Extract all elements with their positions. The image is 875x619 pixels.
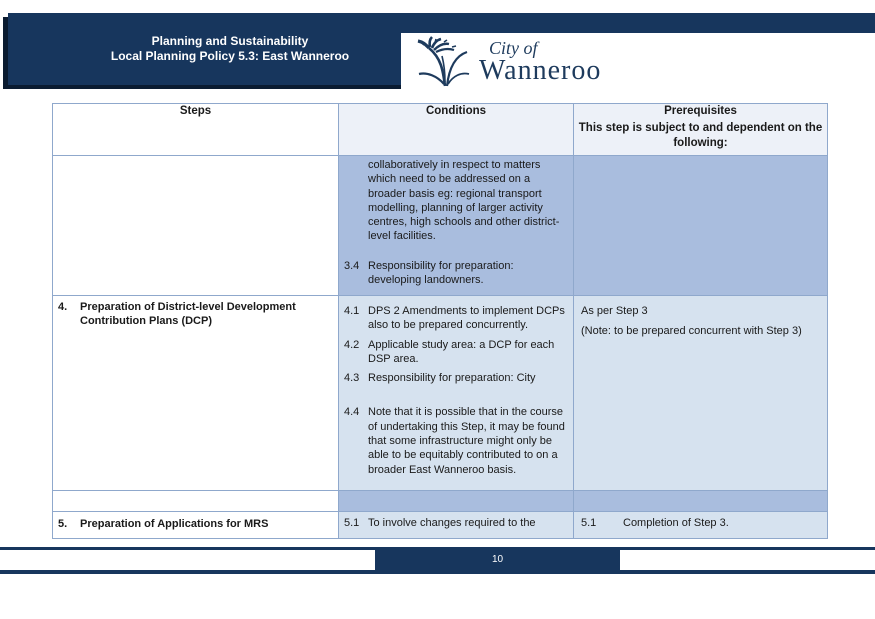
prerequisites-header-label: Prerequisites — [664, 105, 737, 117]
condition-text: Responsibility for preparation: City — [368, 372, 536, 385]
step3-conditions-cell — [339, 156, 574, 296]
prerequisites-header-note: This step is subject to and dependent on the following: — [578, 122, 823, 149]
step4-conditions-cell — [339, 296, 574, 491]
logo-city-of-text: City of — [489, 38, 538, 58]
condition-item-5-1 — [344, 516, 567, 530]
department-title: Planning and Sustainability — [151, 34, 309, 48]
condition-number: 4.3 — [344, 372, 360, 385]
table-header-prerequisites — [574, 104, 828, 156]
step-title: Preparation of District-level Development Contribution Plans (DCP) — [80, 301, 296, 328]
spacer-conditions-cell — [339, 491, 574, 512]
spacer-prerequisites-cell — [574, 491, 828, 512]
condition-item-4-3 — [344, 371, 567, 385]
logo-text — [479, 39, 601, 85]
condition-text: DPS 2 Amendments to implement DCPs also to be prepared concurrently. — [368, 305, 565, 332]
prerequisite-text: Completion of Step 3. — [623, 517, 729, 529]
kangaroo-paw-plant-icon — [415, 36, 473, 88]
prerequisite-item-5-1 — [581, 516, 821, 530]
policy-title: Local Planning Policy 5.3: East Wanneroo — [110, 49, 350, 63]
step3-prerequisites-cell-empty — [574, 156, 828, 296]
table-row-step3-continued — [53, 156, 828, 296]
condition-text: Responsibility for preparation: developing landowners. — [368, 259, 514, 287]
document-header-banner — [8, 13, 875, 85]
city-of-wanneroo-logo — [401, 33, 875, 91]
logo-wanneroo-text: Wanneroo — [479, 55, 602, 86]
condition-text: Applicable study area: a DCP for each DSP area. — [368, 338, 555, 365]
table-row-step4 — [53, 296, 828, 491]
condition-item-3-4 — [344, 259, 567, 288]
condition-3-continuation-text: collaboratively in respect to matters which need to be addressed on a broader basis eg: regional transport modelling, planning of larger activity centres, high schools and other district-level facilities. — [368, 159, 560, 243]
step-title: Preparation of Applications for MRS — [80, 518, 269, 530]
condition-text: Note that it is possible that in the course of undertaking this Step, it may be found that some infrastructure might only be able to be equitably contributed to on a broader East Wanneroo basis. — [368, 406, 565, 476]
step-number: 4. — [58, 301, 68, 313]
prerequisite-line-1: As per Step 3 — [581, 305, 648, 317]
condition-item-4-1 — [344, 304, 567, 333]
condition-item-4-4 — [344, 405, 567, 476]
step5-steps-cell — [53, 512, 339, 539]
condition-number: 4.1 — [344, 305, 360, 317]
condition-item-4-2 — [344, 338, 567, 367]
table-header-row — [53, 104, 828, 156]
condition-number: 3.4 — [344, 259, 360, 272]
step-number: 5. — [58, 518, 68, 530]
condition-text: To involve changes required to the — [368, 517, 536, 529]
table-spacer-row — [53, 491, 828, 512]
table-header-conditions — [339, 104, 574, 156]
policy-steps-table — [52, 103, 828, 539]
page-number-badge — [375, 549, 620, 570]
step4-steps-cell — [53, 296, 339, 491]
footer-rule-bottom — [0, 570, 875, 574]
table-header-steps: Steps — [53, 104, 339, 156]
conditions-header-label: Conditions — [425, 105, 487, 117]
step5-prerequisites-cell — [574, 512, 828, 539]
header-titles — [30, 34, 430, 64]
step5-conditions-cell — [339, 512, 574, 539]
condition-number: 4.4 — [344, 406, 360, 419]
step4-prerequisites-cell — [574, 296, 828, 491]
prerequisite-line-2: (Note: to be prepared concurrent with Step 3) — [581, 325, 802, 338]
prerequisite-number: 5.1 — [581, 517, 597, 529]
table-row-step5 — [53, 512, 828, 539]
step3-steps-cell-empty — [53, 156, 339, 296]
spacer-steps-cell — [53, 491, 339, 512]
condition-number: 4.2 — [344, 338, 360, 351]
condition-number: 5.1 — [344, 517, 360, 529]
page-number: 10 — [491, 554, 504, 565]
